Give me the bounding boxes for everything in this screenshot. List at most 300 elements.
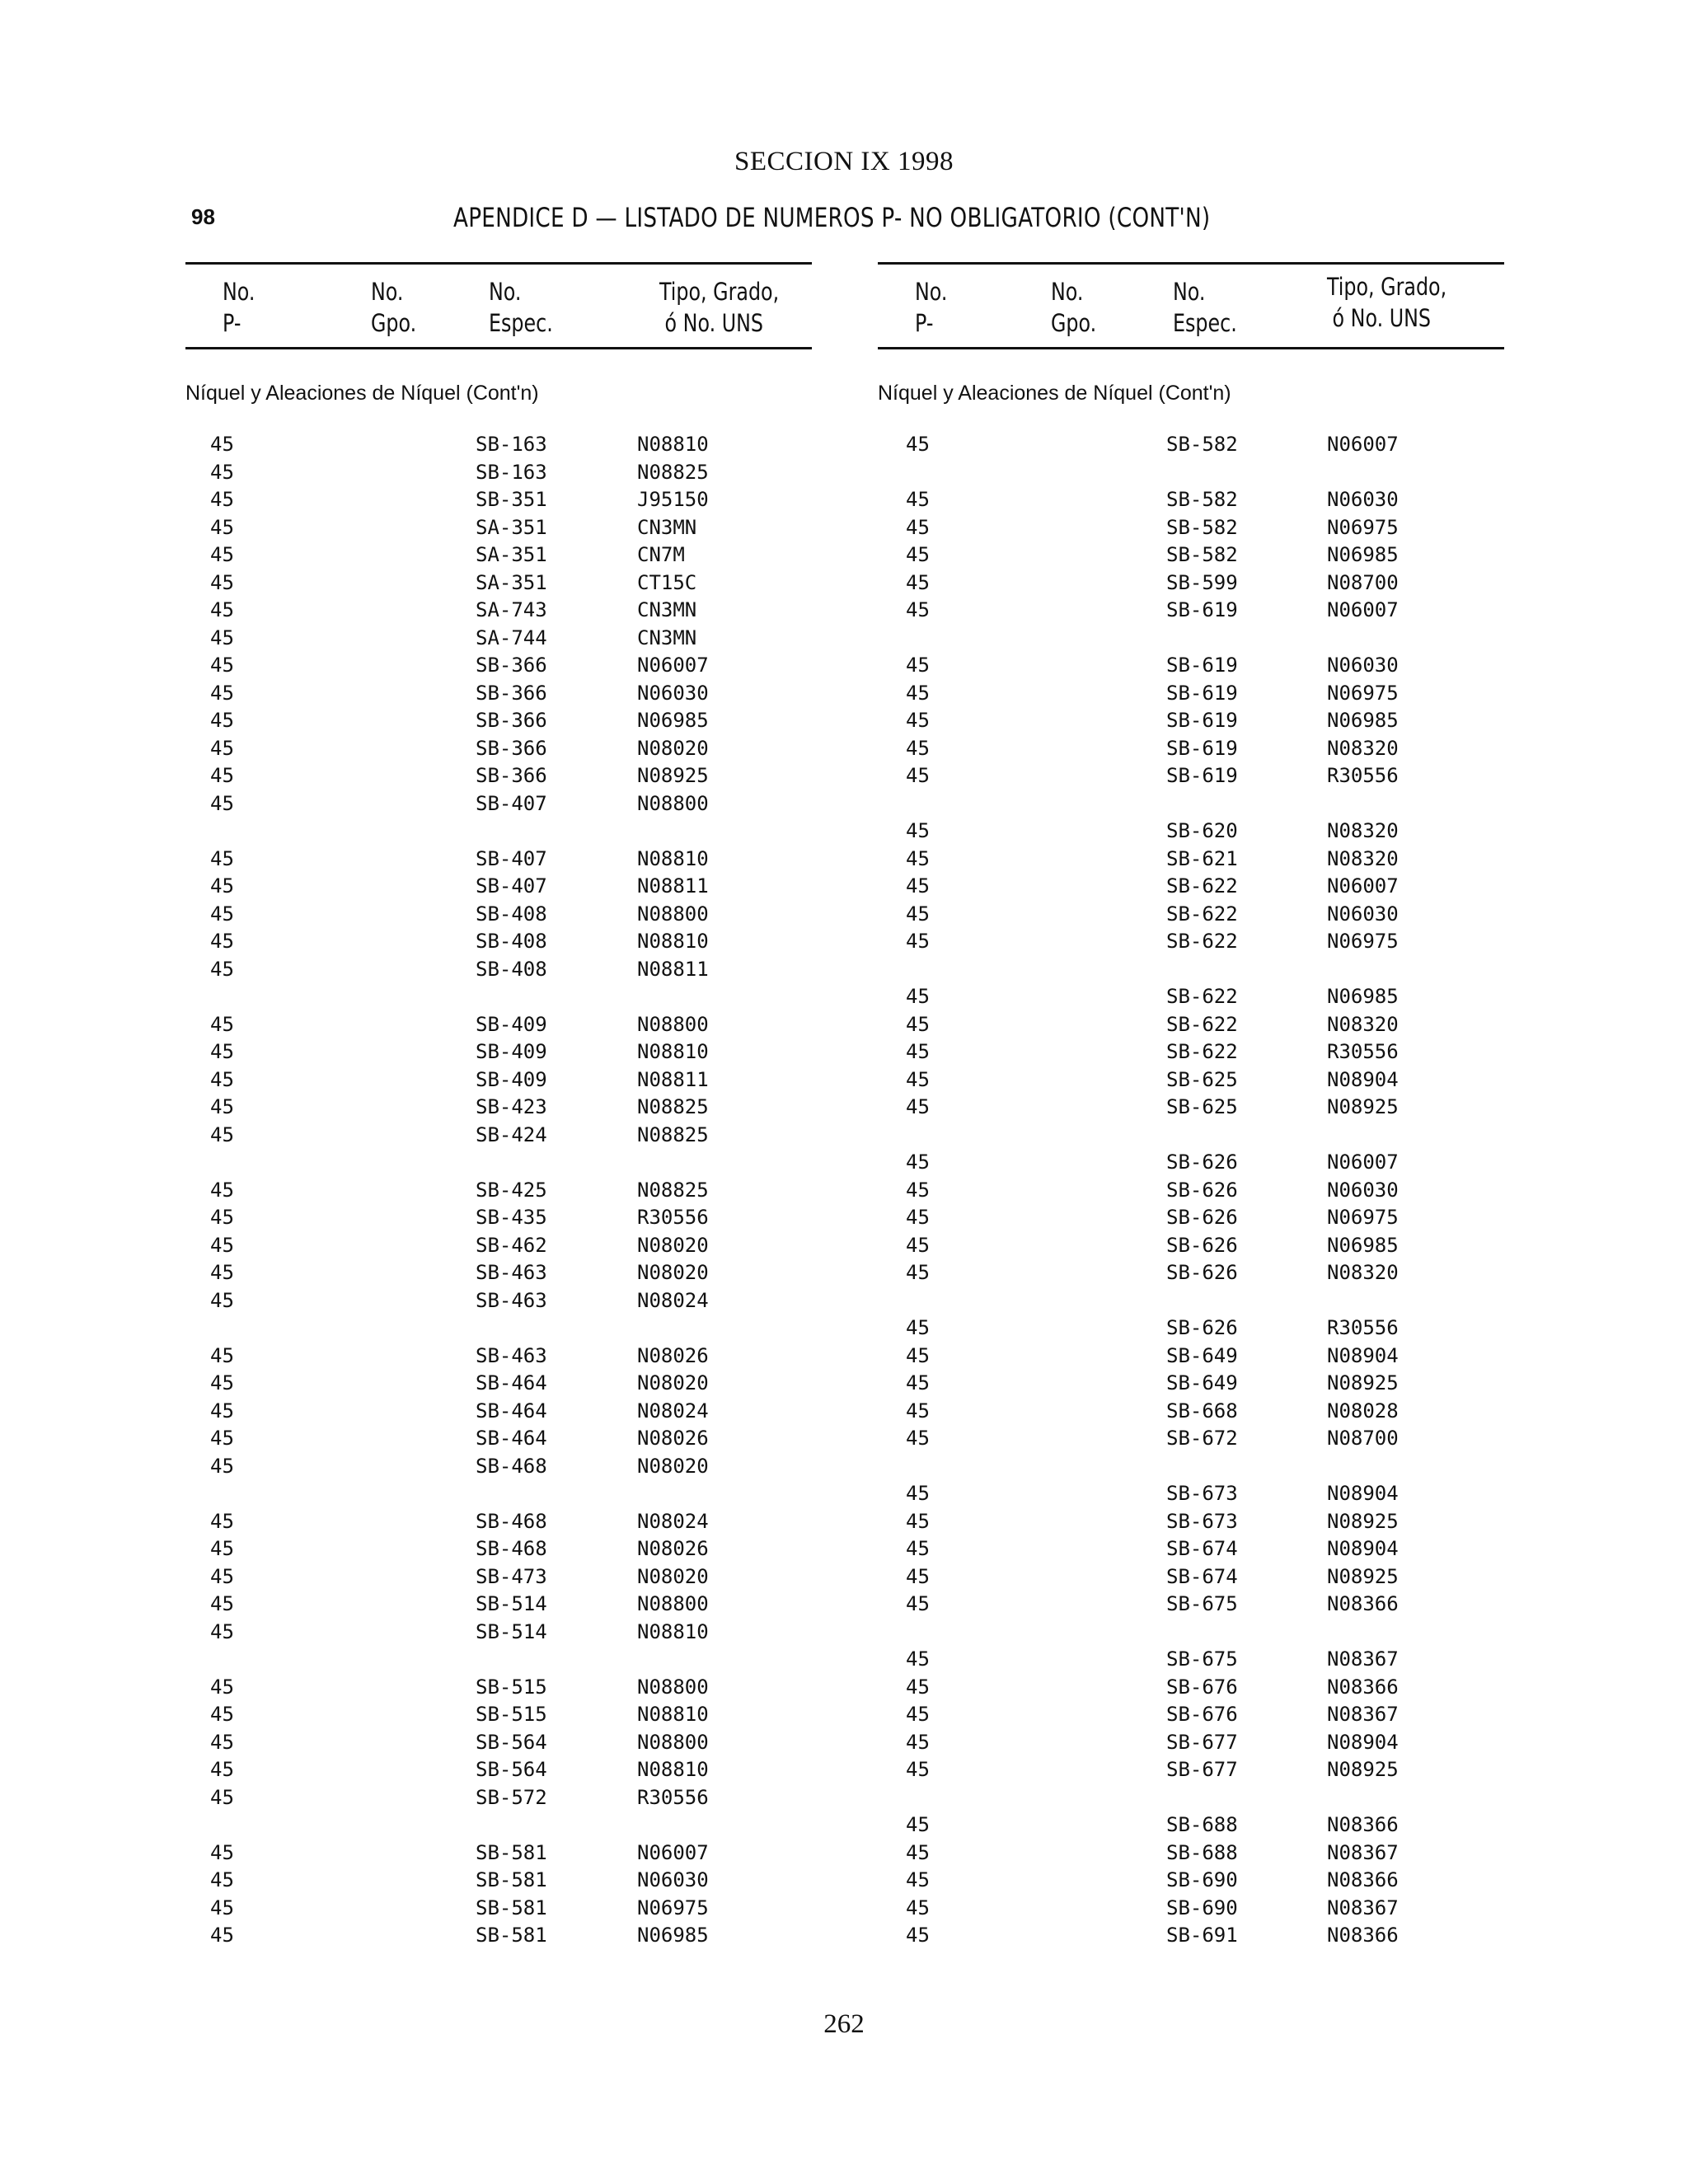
p-number-cell: 45: [906, 1703, 930, 1726]
table-row: [185, 956, 812, 984]
table-row: [185, 1011, 812, 1039]
p-number-cell: 45: [210, 681, 234, 705]
spec-number-cell: SB-351: [476, 488, 547, 511]
p-number-cell: 45: [210, 1122, 234, 1146]
spec-number-cell: SB-619: [1166, 736, 1238, 760]
table-row: [878, 1398, 1504, 1426]
spec-number-cell: SB-626: [1166, 1316, 1238, 1339]
table-row: [185, 1398, 812, 1426]
uns-number-cell: N06007: [637, 654, 709, 677]
uns-number-cell: N08367: [1327, 1840, 1399, 1864]
header-rule: [878, 347, 1504, 349]
table-row: [185, 680, 812, 708]
p-number-cell: 45: [906, 1647, 930, 1671]
header-text: No.: [489, 278, 522, 306]
spec-number-cell: SB-625: [1166, 1067, 1238, 1091]
spec-number-cell: SB-514: [476, 1619, 547, 1643]
spec-number-cell: SA-351: [476, 570, 547, 594]
table-row: [185, 1701, 812, 1729]
spec-number-cell: SB-581: [476, 1868, 547, 1891]
uns-number-cell: N06985: [1327, 543, 1399, 566]
header-text: ó No. UNS: [1332, 304, 1431, 332]
spec-number-cell: SB-649: [1166, 1371, 1238, 1394]
uns-number-cell: N08024: [637, 1509, 709, 1533]
table-row: [878, 514, 1504, 542]
p-number-cell: 45: [906, 930, 930, 953]
spec-number-cell: SB-409: [476, 1012, 547, 1036]
spec-number-cell: SB-581: [476, 1896, 547, 1919]
uns-number-cell: N06975: [1327, 515, 1399, 539]
p-number-cell: 45: [906, 488, 930, 511]
uns-number-cell: N08366: [1327, 1592, 1399, 1615]
uns-number-cell: N08811: [637, 957, 709, 981]
table-header: [878, 265, 1504, 347]
table-row: [878, 1370, 1504, 1398]
spec-number-cell: SB-622: [1166, 1012, 1238, 1036]
uns-number-cell: N08925: [1327, 1095, 1399, 1118]
table-row: [878, 1259, 1504, 1287]
p-number-cell: 45: [210, 1509, 234, 1533]
table-row: [185, 1343, 812, 1371]
spec-number-cell: SA-351: [476, 515, 547, 539]
table-row: [878, 1480, 1504, 1508]
spec-number-cell: SB-366: [476, 764, 547, 787]
uns-number-cell: CN3MN: [637, 515, 697, 539]
header-no-espec: [1173, 276, 1237, 339]
table-row: [185, 1094, 812, 1122]
table-row: [878, 541, 1504, 569]
uns-number-cell: N06030: [1327, 902, 1399, 926]
table-row: [878, 1591, 1504, 1619]
spec-number-cell: SB-572: [476, 1785, 547, 1809]
p-number-cell: 45: [906, 764, 930, 787]
p-number-cell: 45: [210, 515, 234, 539]
spec-number-cell: SB-407: [476, 791, 547, 815]
header-text: No.: [1173, 278, 1206, 306]
table-row: [878, 1674, 1504, 1702]
p-number-cell: 45: [210, 1758, 234, 1781]
uns-number-cell: N06030: [1327, 1178, 1399, 1202]
p-number-cell: 45: [906, 1178, 930, 1202]
table-row: [878, 486, 1504, 514]
uns-number-cell: N08320: [1327, 819, 1399, 842]
uns-number-cell: N06007: [1327, 598, 1399, 621]
table-row: [185, 1453, 812, 1481]
row-gap: [878, 1287, 1504, 1315]
table-body: [185, 431, 812, 1950]
table-row: [878, 818, 1504, 846]
spec-number-cell: SB-409: [476, 1067, 547, 1091]
uns-number-cell: N06030: [1327, 654, 1399, 677]
uns-number-cell: N06985: [1327, 709, 1399, 732]
table-row: [185, 514, 812, 542]
p-number-cell: 45: [906, 515, 930, 539]
p-number-cell: 45: [210, 1233, 234, 1257]
uns-number-cell: N06985: [637, 1924, 709, 1947]
table-row: [185, 1122, 812, 1150]
spec-number-cell: SB-409: [476, 1040, 547, 1063]
uns-number-cell: N06975: [1327, 930, 1399, 953]
spec-number-cell: SB-463: [476, 1288, 547, 1312]
p-number-cell: 45: [210, 1785, 234, 1809]
uns-number-cell: N08810: [637, 1703, 709, 1726]
spec-number-cell: SB-463: [476, 1343, 547, 1367]
p-number-cell: 45: [210, 1924, 234, 1947]
p-number-cell: 45: [906, 1399, 930, 1422]
table-row: [878, 928, 1504, 956]
uns-number-cell: N08020: [637, 1371, 709, 1394]
uns-number-cell: N08800: [637, 1592, 709, 1615]
header-text: Tipo, Grado,: [659, 278, 780, 306]
table-row: [185, 486, 812, 514]
spec-number-cell: SB-673: [1166, 1482, 1238, 1505]
p-number-cell: 45: [210, 433, 234, 456]
table-body: [878, 431, 1504, 1950]
spec-number-cell: SB-619: [1166, 654, 1238, 677]
uns-number-cell: N08904: [1327, 1343, 1399, 1367]
p-number-cell: 45: [906, 598, 930, 621]
spec-number-cell: SB-366: [476, 736, 547, 760]
table-row: [878, 1232, 1504, 1260]
table-row: [878, 1756, 1504, 1784]
table-row: [878, 1038, 1504, 1066]
p-number-cell: 45: [210, 488, 234, 511]
table-row: [878, 983, 1504, 1011]
uns-number-cell: N06007: [1327, 874, 1399, 898]
p-number-cell: 45: [906, 1427, 930, 1450]
uns-number-cell: N08366: [1327, 1813, 1399, 1836]
right-table-column: [878, 262, 1504, 1947]
spec-number-cell: SB-622: [1166, 1040, 1238, 1063]
uns-number-cell: N08320: [1327, 846, 1399, 870]
table-row: [878, 1729, 1504, 1757]
p-number-cell: 45: [210, 874, 234, 898]
spec-number-cell: SB-626: [1166, 1151, 1238, 1174]
spec-number-cell: SB-672: [1166, 1427, 1238, 1450]
spec-number-cell: SB-690: [1166, 1896, 1238, 1919]
table-row: [878, 1811, 1504, 1840]
table-row: [185, 1232, 812, 1260]
header-text: No.: [1051, 278, 1084, 306]
p-number-cell: 45: [210, 930, 234, 953]
uns-number-cell: N08800: [637, 1012, 709, 1036]
uns-number-cell: N08700: [1327, 570, 1399, 594]
row-gap: [185, 1315, 812, 1343]
p-number-cell: 45: [210, 543, 234, 566]
header-text: No.: [223, 278, 256, 306]
p-number-cell: 45: [210, 1095, 234, 1118]
p-number-cell: 45: [210, 654, 234, 677]
spec-number-cell: SB-464: [476, 1399, 547, 1422]
p-number-cell: 45: [210, 1564, 234, 1588]
spec-number-cell: SB-625: [1166, 1095, 1238, 1118]
row-gap: [878, 1122, 1504, 1150]
table-row: [878, 1535, 1504, 1563]
uns-number-cell: N08366: [1327, 1675, 1399, 1699]
table-row: [185, 1425, 812, 1453]
row-gap: [185, 1811, 812, 1840]
uns-number-cell: N08028: [1327, 1399, 1399, 1422]
header-no-gpo: [371, 276, 416, 339]
table-row: [878, 597, 1504, 625]
table-row: [185, 1204, 812, 1232]
table-row: [878, 1895, 1504, 1923]
p-number-cell: 45: [906, 570, 930, 594]
spec-number-cell: SB-676: [1166, 1675, 1238, 1699]
table-row: [185, 1591, 812, 1619]
table-row: [878, 1011, 1504, 1039]
table-row: [878, 1922, 1504, 1950]
spec-number-cell: SB-463: [476, 1261, 547, 1284]
uns-number-cell: CN7M: [637, 543, 685, 566]
p-number-cell: 45: [906, 1095, 930, 1118]
spec-number-cell: SB-668: [1166, 1399, 1238, 1422]
table-header: [185, 265, 812, 347]
table-row: [185, 1756, 812, 1784]
uns-number-cell: N08320: [1327, 736, 1399, 760]
table-row: [185, 652, 812, 680]
table-row: [878, 1177, 1504, 1205]
p-number-cell: 45: [210, 460, 234, 484]
header-text: ó No. UNS: [664, 309, 763, 337]
table-row: [878, 1701, 1504, 1729]
spec-number-cell: SB-464: [476, 1371, 547, 1394]
uns-number-cell: N06007: [1327, 433, 1399, 456]
spec-number-cell: SB-515: [476, 1675, 547, 1699]
p-number-cell: 45: [906, 736, 930, 760]
spec-number-cell: SB-424: [476, 1122, 547, 1146]
spec-number-cell: SB-688: [1166, 1813, 1238, 1836]
spec-number-cell: SB-408: [476, 930, 547, 953]
uns-number-cell: N08800: [637, 1730, 709, 1754]
page-number-bottom: 262: [823, 2009, 865, 2039]
p-number-cell: 45: [210, 1675, 234, 1699]
p-number-cell: 45: [210, 570, 234, 594]
spec-number-cell: SB-582: [1166, 488, 1238, 511]
p-number-cell: 45: [906, 1067, 930, 1091]
spec-number-cell: SB-407: [476, 846, 547, 870]
uns-number-cell: N06985: [1327, 1233, 1399, 1257]
table-row: [878, 1315, 1504, 1343]
p-number-cell: 45: [906, 654, 930, 677]
uns-number-cell: J95150: [637, 488, 709, 511]
uns-number-cell: N06007: [1327, 1151, 1399, 1174]
p-number-cell: 45: [906, 1371, 930, 1394]
uns-number-cell: R30556: [637, 1206, 709, 1229]
uns-number-cell: N08020: [637, 736, 709, 760]
p-number-cell: 45: [210, 1840, 234, 1864]
table-row: [185, 1840, 812, 1868]
uns-number-cell: N08925: [637, 764, 709, 787]
p-number-cell: 45: [210, 1178, 234, 1202]
p-number-cell: 45: [906, 433, 930, 456]
table-row: [878, 707, 1504, 735]
section-label: Níquel y Aleaciones de Níquel (Cont'n): [185, 382, 539, 405]
header-text: Gpo.: [371, 309, 417, 337]
table-row: [185, 541, 812, 569]
p-number-cell: 45: [210, 626, 234, 649]
row-gap: [185, 1480, 812, 1508]
uns-number-cell: N08904: [1327, 1067, 1399, 1091]
spec-number-cell: SB-676: [1166, 1703, 1238, 1726]
spec-number-cell: SB-514: [476, 1592, 547, 1615]
table-row: [185, 762, 812, 790]
spec-number-cell: SB-582: [1166, 433, 1238, 456]
p-number-cell: 45: [906, 985, 930, 1008]
spec-number-cell: SB-622: [1166, 874, 1238, 898]
uns-number-cell: N08800: [637, 902, 709, 926]
spec-number-cell: SB-674: [1166, 1537, 1238, 1560]
p-number-cell: 45: [210, 1619, 234, 1643]
table-row: [185, 901, 812, 929]
row-gap: [185, 1646, 812, 1674]
header-no-p: [223, 276, 255, 339]
spec-number-cell: SB-435: [476, 1206, 547, 1229]
spec-number-cell: SB-677: [1166, 1730, 1238, 1754]
spec-number-cell: SB-619: [1166, 681, 1238, 705]
p-number-cell: 45: [210, 1537, 234, 1560]
spec-number-cell: SB-468: [476, 1509, 547, 1533]
table-row: [878, 1867, 1504, 1895]
uns-number-cell: CT15C: [637, 570, 697, 594]
spec-number-cell: SB-464: [476, 1427, 547, 1450]
uns-number-cell: N08366: [1327, 1924, 1399, 1947]
uns-number-cell: N08320: [1327, 1261, 1399, 1284]
p-number-cell: 45: [210, 598, 234, 621]
uns-number-cell: N08810: [637, 1758, 709, 1781]
uns-number-cell: N08020: [637, 1261, 709, 1284]
p-number-cell: 45: [906, 1564, 930, 1588]
header-rule: [185, 347, 812, 349]
p-number-cell: 45: [906, 1896, 930, 1919]
p-number-cell: 45: [210, 1730, 234, 1754]
row-gap: [878, 1784, 1504, 1812]
row-gap: [878, 956, 1504, 984]
p-number-cell: 45: [906, 874, 930, 898]
spec-number-cell: SB-366: [476, 709, 547, 732]
table-row: [878, 1646, 1504, 1674]
p-number-cell: 45: [210, 1261, 234, 1284]
p-number-cell: 45: [906, 1509, 930, 1533]
header-text: P-: [223, 309, 241, 337]
uns-number-cell: N08810: [637, 1040, 709, 1063]
table-row: [878, 1066, 1504, 1094]
p-number-cell: 45: [906, 1675, 930, 1699]
p-number-cell: 45: [210, 1399, 234, 1422]
uns-number-cell: N08810: [637, 846, 709, 870]
uns-number-cell: N08904: [1327, 1730, 1399, 1754]
p-number-cell: 45: [210, 1703, 234, 1726]
p-number-cell: 45: [906, 1758, 930, 1781]
spec-number-cell: SB-407: [476, 874, 547, 898]
spec-number-cell: SB-163: [476, 433, 547, 456]
p-number-cell: 45: [210, 1371, 234, 1394]
header-text: No.: [915, 278, 948, 306]
uns-number-cell: CN3MN: [637, 626, 697, 649]
table-row: [878, 1563, 1504, 1591]
uns-number-cell: N08810: [637, 930, 709, 953]
uns-number-cell: N08367: [1327, 1703, 1399, 1726]
p-number-cell: 45: [906, 819, 930, 842]
table-row: [878, 1840, 1504, 1868]
spec-number-cell: SB-515: [476, 1703, 547, 1726]
uns-number-cell: R30556: [637, 1785, 709, 1809]
table-row: [185, 1729, 812, 1757]
header-text: Espec.: [489, 309, 553, 337]
uns-number-cell: N08026: [637, 1343, 709, 1367]
spec-number-cell: SB-582: [1166, 515, 1238, 539]
p-number-cell: 45: [210, 1343, 234, 1367]
table-row: [185, 1066, 812, 1094]
p-number-cell: 45: [906, 1537, 930, 1560]
spec-number-cell: SB-675: [1166, 1647, 1238, 1671]
uns-number-cell: N08925: [1327, 1509, 1399, 1533]
uns-number-cell: N08925: [1327, 1564, 1399, 1588]
table-row: [185, 459, 812, 487]
uns-number-cell: N06975: [1327, 681, 1399, 705]
row-gap: [185, 983, 812, 1011]
spec-number-cell: SB-582: [1166, 543, 1238, 566]
table-row: [878, 1204, 1504, 1232]
table-row: [185, 569, 812, 598]
p-number-cell: 45: [210, 1288, 234, 1312]
uns-number-cell: N08367: [1327, 1896, 1399, 1919]
table-row: [185, 431, 812, 459]
p-number-cell: 45: [210, 1067, 234, 1091]
p-number-cell: 45: [210, 1012, 234, 1036]
uns-number-cell: CN3MN: [637, 598, 697, 621]
page-number-top: 98: [191, 204, 215, 229]
spec-number-cell: SB-622: [1166, 985, 1238, 1008]
table-row: [878, 873, 1504, 901]
spec-number-cell: SB-675: [1166, 1592, 1238, 1615]
header-no-gpo: [1051, 276, 1096, 339]
p-number-cell: 45: [906, 1261, 930, 1284]
uns-number-cell: N06030: [637, 681, 709, 705]
spec-number-cell: SB-473: [476, 1564, 547, 1588]
spec-number-cell: SB-423: [476, 1095, 547, 1118]
uns-number-cell: N08925: [1327, 1371, 1399, 1394]
spec-number-cell: SB-649: [1166, 1343, 1238, 1367]
p-number-cell: 45: [906, 1924, 930, 1947]
p-number-cell: 45: [906, 1343, 930, 1367]
uns-number-cell: N08024: [637, 1288, 709, 1312]
table-row: [878, 1149, 1504, 1177]
spec-number-cell: SB-581: [476, 1840, 547, 1864]
spec-number-cell: SB-619: [1166, 598, 1238, 621]
spec-number-cell: SB-564: [476, 1730, 547, 1754]
p-number-cell: 45: [210, 1427, 234, 1450]
p-number-cell: 45: [906, 1233, 930, 1257]
uns-number-cell: N06007: [637, 1840, 709, 1864]
row-gap: [878, 459, 1504, 487]
table-row: [878, 762, 1504, 790]
p-number-cell: 45: [210, 736, 234, 760]
uns-number-cell: N08026: [637, 1427, 709, 1450]
p-number-cell: 45: [210, 1040, 234, 1063]
table-row: [878, 1094, 1504, 1122]
p-number-cell: 45: [210, 1454, 234, 1478]
table-row: [878, 846, 1504, 874]
table-row: [185, 790, 812, 818]
spec-number-cell: SB-619: [1166, 709, 1238, 732]
table-row: [185, 1259, 812, 1287]
uns-number-cell: N08320: [1327, 1012, 1399, 1036]
table-row: [878, 901, 1504, 929]
header-no-espec: [489, 276, 553, 339]
table-row: [185, 597, 812, 625]
table-row: [185, 1563, 812, 1591]
